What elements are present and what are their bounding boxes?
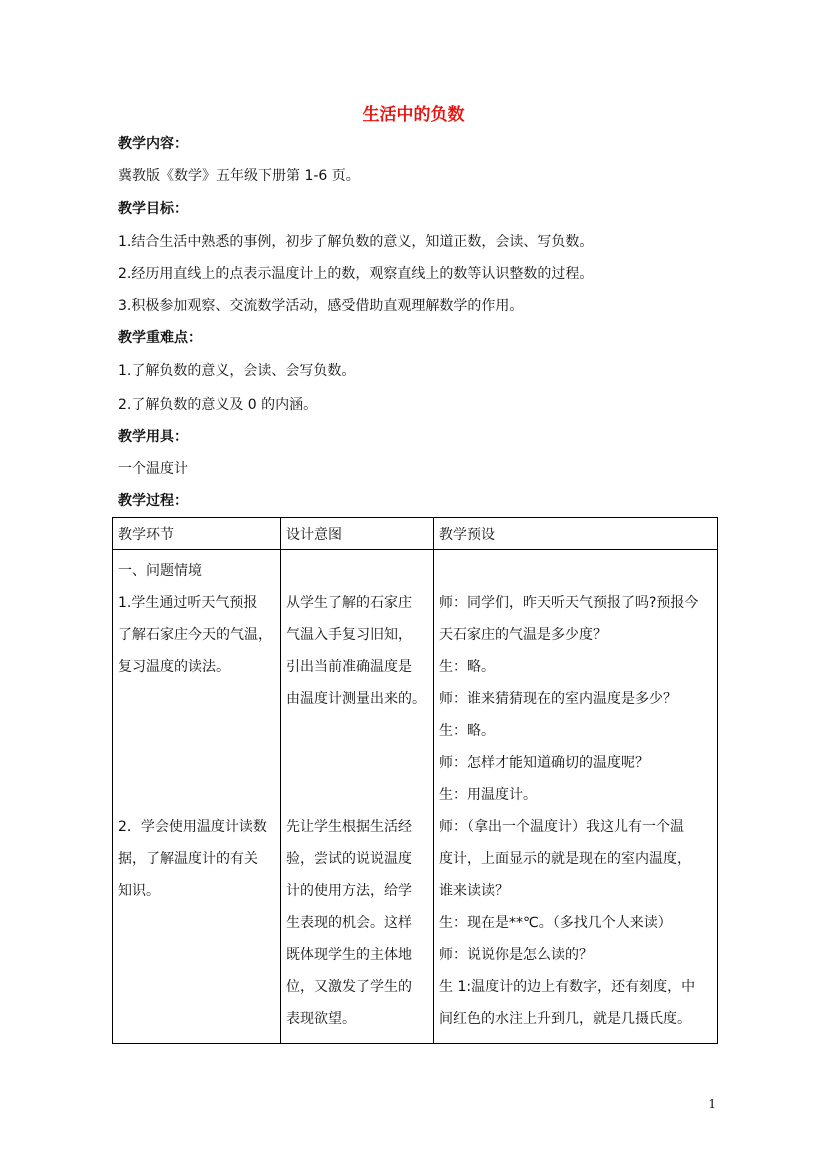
cell-line: 生：略。: [439, 723, 495, 739]
cell-line: [118, 747, 275, 779]
cell-line: 生：现在是**℃。（多找几个人来读）: [439, 915, 672, 931]
cell-line: 位，又激发了学生的: [286, 979, 412, 995]
header-cell: 设计意图: [281, 518, 434, 550]
cell-line: 师：同学们，昨天听天气预报了吗?预报今: [439, 595, 699, 611]
cell-line: 师：说说你是怎么读的？: [439, 947, 593, 963]
cell-line: [286, 779, 428, 811]
cell-line: 计的使用方法，给学: [286, 883, 412, 899]
cell-line: 了解石家庄今天的气温，: [118, 627, 272, 643]
content-line: 冀教版《数学》五年级下册第 1-6 页。: [118, 168, 360, 184]
heading-objectives: 教学目标：: [118, 201, 188, 217]
cell-line: [118, 779, 275, 811]
cell-line: 复习温度的读法。: [118, 659, 230, 675]
header-cell: 教学预设: [434, 518, 718, 550]
key-point-line: 2.了解负数的意义及 0 的内涵。: [118, 397, 318, 413]
cell-line: 验，尝试的说说温度: [286, 851, 412, 867]
preset-cell: [434, 550, 718, 1044]
objective-line: 3.积极参加观察、交流数学活动，感受借助直观理解数学的作用。: [118, 298, 524, 314]
cell-line: 先让学生根据生活经: [286, 819, 412, 835]
header-cell: 教学环节: [113, 518, 281, 550]
objective-line: 2.经历用直线上的点表示温度计上的数，观察直线上的数等认识整数的过程。: [118, 266, 594, 282]
heading-key-points: 教学重难点：: [118, 330, 202, 346]
teaching-process-table: [112, 517, 718, 1044]
cell-line: 生：略。: [439, 659, 495, 675]
cell-line: 生表现的机会。这样: [286, 915, 412, 931]
cell-line: 天石家庄的气温是多少度？: [439, 627, 607, 643]
cell-line: [439, 555, 712, 587]
cell-line: 2．学会使用温度计读数: [118, 819, 267, 835]
cell-line: [286, 747, 428, 779]
cell-line: 由温度计测量出来的。: [286, 691, 426, 707]
cell-line: 既体现学生的主体地: [286, 947, 412, 963]
cell-line: [118, 683, 275, 715]
heading-content: 教学内容：: [118, 136, 188, 152]
objective-line: 1.结合生活中熟悉的事例，初步了解负数的意义，知道正数，会读、写负数。: [118, 234, 594, 250]
cell-line: 师：怎样才能知道确切的温度呢？: [439, 755, 649, 771]
document-title: 生活中的负数: [362, 105, 465, 125]
cell-line: 生：用温度计。: [439, 787, 537, 803]
cell-line: 表现欲望。: [286, 1011, 356, 1027]
cell-line: 师：（拿出一个温度计）我这儿有一个温: [439, 819, 684, 835]
cell-line: 度计，上面显示的就是现在的室内温度，: [439, 851, 691, 867]
cell-line: 一、问题情境: [118, 563, 202, 579]
cell-line: 生 1:温度计的边上有数字，还有刻度，中: [439, 979, 696, 995]
cell-line: 师：谁来猜猜现在的室内温度是多少？: [439, 691, 677, 707]
table-header-row: [113, 518, 718, 550]
cell-line: 知识。: [118, 883, 160, 899]
cell-line: 引出当前准确温度是: [286, 659, 412, 675]
cell-line: 谁来读读？: [439, 883, 509, 899]
cell-line: 间红色的水注上升到几，就是几摄氏度。: [439, 1011, 691, 1027]
heading-tools: 教学用具：: [118, 429, 188, 445]
cell-line: [286, 715, 428, 747]
stage-cell: [113, 550, 281, 1044]
cell-line: [286, 555, 428, 587]
page-number: 1: [708, 1097, 716, 1111]
table-row: [113, 550, 718, 1044]
key-point-line: 1.了解负数的意义，会读、会写负数。: [118, 363, 356, 379]
cell-line: [118, 715, 275, 747]
tool-line: 一个温度计: [118, 461, 188, 477]
intent-cell: [281, 550, 434, 1044]
heading-process: 教学过程：: [118, 493, 188, 509]
cell-line: 1.学生通过听天气预报: [118, 595, 258, 611]
cell-line: 据，了解温度计的有关: [118, 851, 258, 867]
cell-line: 从学生了解的石家庄: [286, 595, 412, 611]
cell-line: 气温入手复习旧知，: [286, 627, 412, 643]
